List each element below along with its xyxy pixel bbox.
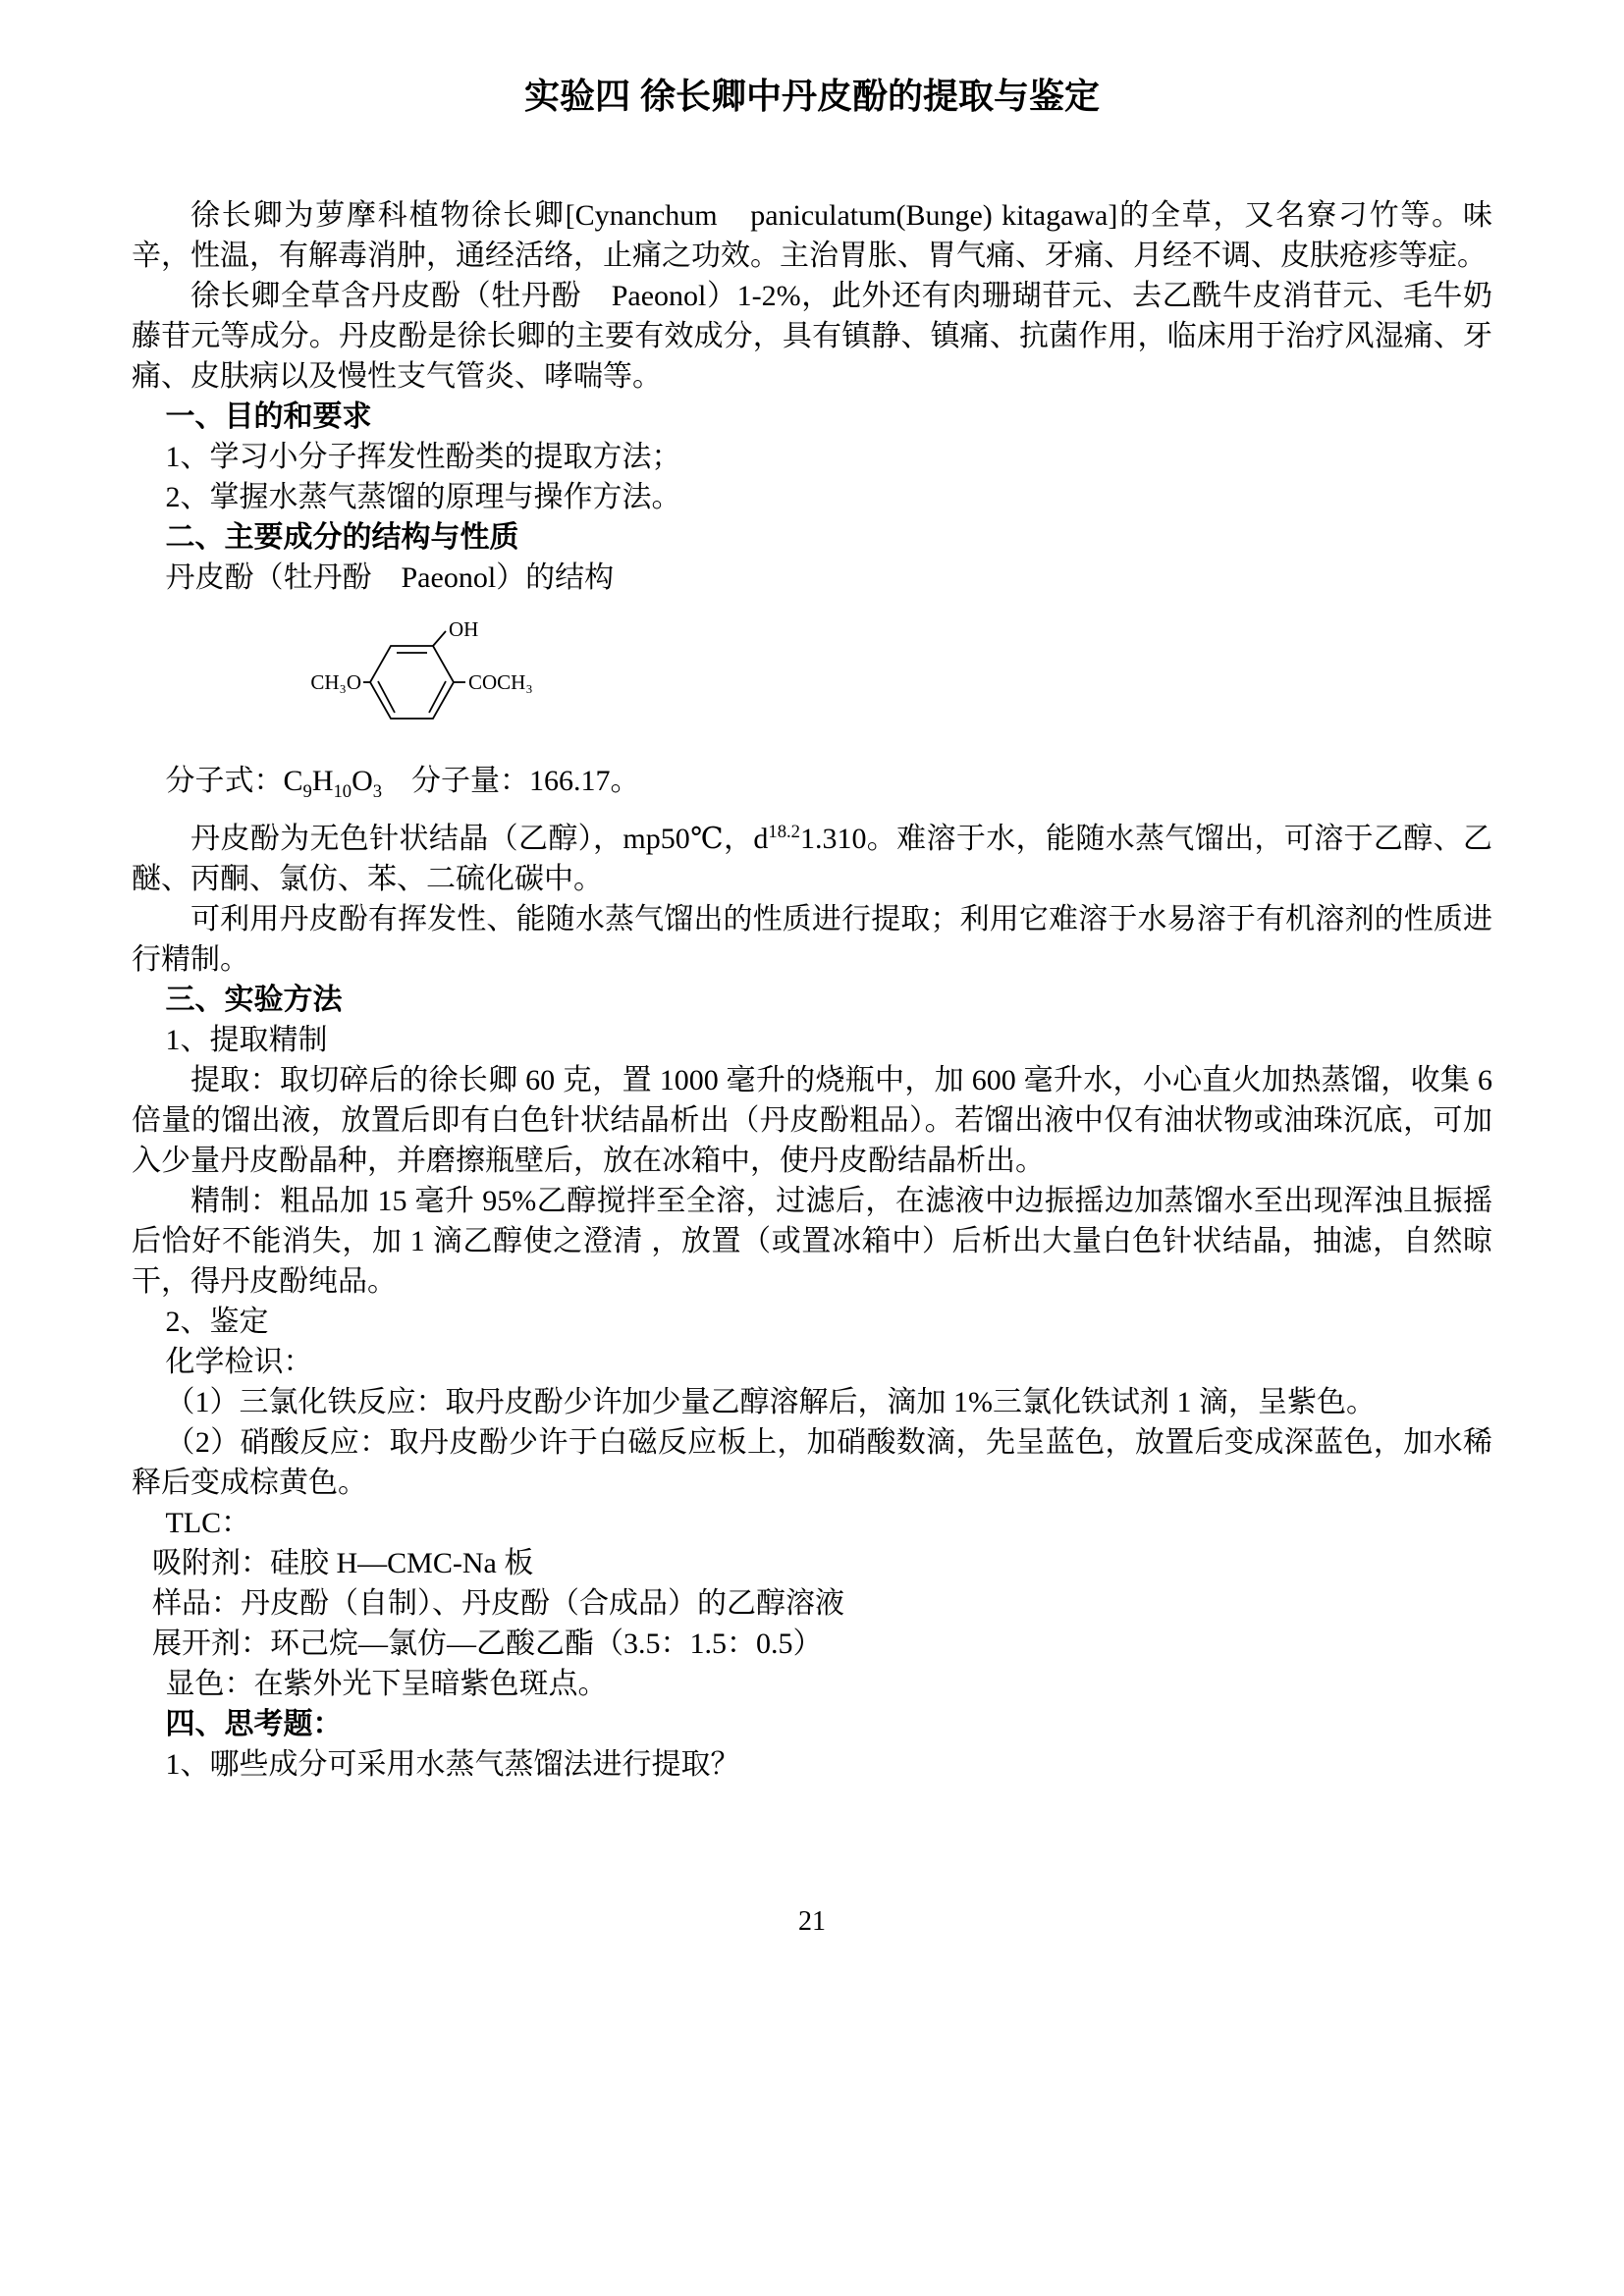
formula-sub-3: 3 bbox=[372, 781, 383, 802]
page-title: 实验四 徐长卿中丹皮酚的提取与鉴定 bbox=[523, 76, 1100, 116]
tlc-label: TLC： bbox=[165, 1507, 251, 1539]
section-heading-structure: 二、主要成分的结构与性质 bbox=[165, 521, 519, 554]
section-heading-goals: 一、目的和要求 bbox=[165, 400, 372, 433]
paeonol-structure-diagram bbox=[297, 614, 1492, 745]
chemical-identification-label: 化学检识： bbox=[165, 1346, 313, 1378]
tlc-developer-line: 展开剂：环己烷—氯仿—乙酸乙酯（3.5：1.5：0.5） bbox=[152, 1628, 823, 1660]
goal-item-1: 1、学习小分子挥发性酚类的提取方法； bbox=[165, 441, 681, 473]
method-sub-2: 2、鉴定 bbox=[165, 1306, 269, 1338]
formula-sub-10: 10 bbox=[333, 781, 352, 802]
molecular-formula-line bbox=[132, 761, 1492, 812]
molecule-label-coch3: COCH₃ bbox=[468, 670, 533, 694]
intro-paragraph-1: 徐长卿为萝摩科植物徐长卿[Cynanchum paniculatum(Bunge) kitagawa]的全草，又名寮刁竹等。味辛，性温，有解毒消肿，通经活络，止痛之功效。主治胃胀、胃气痛、牙痛、月经不调、皮肤疮疹等症。 bbox=[132, 199, 1492, 272]
formula-text-4: 分子量：166.17。 bbox=[382, 765, 640, 797]
properties-text-1: 丹皮酚为无色针状结晶（乙醇），mp50℃，d bbox=[190, 823, 769, 855]
page-number: 21 bbox=[798, 1906, 826, 1937]
method-sub-1: 1、提取精制 bbox=[165, 1024, 328, 1056]
molecule-label-oh: OH bbox=[449, 617, 479, 641]
section-heading-questions: 四、思考题： bbox=[165, 1708, 343, 1740]
properties-superscript: 18.2 bbox=[768, 822, 800, 842]
question-1: 1、哪些成分可采用水蒸气蒸馏法进行提取？ bbox=[165, 1748, 740, 1781]
formula-text-2: H bbox=[311, 765, 334, 797]
tlc-visualization-line: 显色：在紫外光下呈暗紫色斑点。 bbox=[165, 1668, 608, 1700]
refinement-paragraph: 精制：粗品加 15 毫升 95%乙醇搅拌至全溶，过滤后，在滤液中边振摇边加蒸馏水至出现浑浊且振摇后恰好不能消失，加 1 滴乙醇使之澄清 ，放置（或置冰箱中）后析出大量白色针状结晶，抽滤，自然晾干，得丹皮酚纯品。 bbox=[132, 1185, 1492, 1298]
test-ferric-chloride: （1）三氯化铁反应：取丹皮酚少许加少量乙醇溶解后，滴加 1%三氯化铁试剂 1 滴，呈紫色。 bbox=[165, 1386, 1376, 1418]
bond-to-oh bbox=[433, 631, 446, 646]
intro-paragraph-2: 徐长卿全草含丹皮酚（牡丹酚 Paeonol）1-2%，此外还有肉珊瑚苷元、去乙酰牛皮消苷元、毛牛奶藤苷元等成分。丹皮酚是徐长卿的主要有效成分，具有镇静、镇痛、抗菌作用，临床用于治疗风湿痛、牙痛、皮肤病以及慢性支气管炎、哮喘等。 bbox=[132, 280, 1492, 393]
properties-text-2: 1.310。难溶于水，能随水蒸气馏出，可溶于乙醇、乙醚、丙酮、氯仿、苯、二硫化碳中。 bbox=[132, 823, 1493, 895]
goal-item-2: 2、掌握水蒸气蒸馏的原理与操作方法。 bbox=[165, 481, 681, 513]
test-nitric-acid: （2）硝酸反应：取丹皮酚少许于白磁反应板上，加硝酸数滴，先呈蓝色，放置后变成深蓝色，加水稀释后变成棕黄色。 bbox=[132, 1426, 1492, 1499]
molecule-label-och3: CH₃O bbox=[310, 670, 361, 694]
extraction-paragraph: 提取：取切碎后的徐长卿 60 克，置 1000 毫升的烧瓶中，加 600 毫升水，小心直火加热蒸馏，收集 6 倍量的馏出液，放置后即有白色针状结晶析出（丹皮酚粗品）。若馏出液中仅有油状物或油珠沉底，可加入少量丹皮酚晶种，并磨擦瓶壁后，放在冰箱中，使丹皮酚结晶析出。 bbox=[132, 1064, 1492, 1177]
structure-lead-line: 丹皮酚（牡丹酚 Paeonol）的结构 bbox=[165, 561, 615, 594]
extraction-principle-paragraph: 可利用丹皮酚有挥发性、能随水蒸气馏出的性质进行提取；利用它难溶于水易溶于有机溶剂的性质进行精制。 bbox=[132, 903, 1492, 976]
section-heading-method: 三、实验方法 bbox=[165, 984, 343, 1016]
tlc-adsorbent-line: 吸附剂：硅胶 H—CMC-Na 板 bbox=[152, 1547, 534, 1579]
molecule-svg bbox=[297, 614, 542, 745]
properties-paragraph bbox=[132, 812, 1492, 899]
formula-sub-9: 9 bbox=[302, 781, 312, 802]
benzene-ring-bonds bbox=[363, 631, 465, 719]
formula-text-3: O bbox=[352, 765, 373, 797]
tlc-sample-line: 样品：丹皮酚（自制）、丹皮酚（合成品）的乙醇溶液 bbox=[152, 1587, 844, 1620]
formula-text-1: 分子式：C bbox=[165, 765, 303, 797]
